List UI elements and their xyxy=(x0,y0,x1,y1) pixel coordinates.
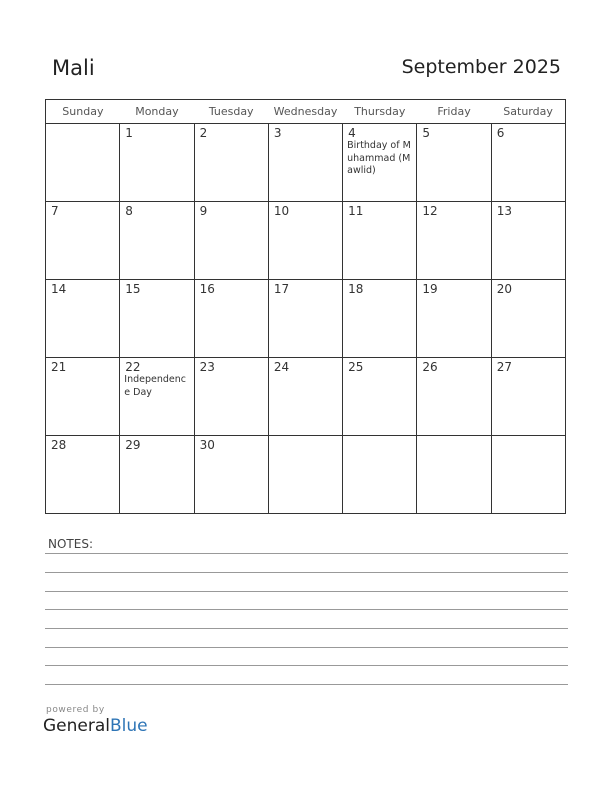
week-row xyxy=(46,280,566,358)
brand-blue: Blue xyxy=(110,716,148,736)
weekday-header: Friday xyxy=(417,100,491,124)
day-cell xyxy=(268,358,342,436)
day-number: 30 xyxy=(199,438,215,452)
holiday-label: Birthday of Muhammad (Mawlid) xyxy=(347,140,411,176)
day-number: 8 xyxy=(125,204,133,218)
generalblue-logo xyxy=(43,716,148,736)
day-cell xyxy=(120,124,194,202)
day-cell xyxy=(194,202,268,280)
day-number: 25 xyxy=(348,360,364,374)
day-cell xyxy=(194,280,268,358)
day-number: 1 xyxy=(125,126,133,140)
day-number: 23 xyxy=(199,360,215,374)
day-number: 12 xyxy=(422,204,438,218)
day-number: 14 xyxy=(51,282,67,296)
calendar-grid xyxy=(45,99,566,514)
notes-line xyxy=(45,628,568,629)
day-number: 4 xyxy=(348,126,356,140)
day-number: 24 xyxy=(273,360,290,374)
calendar-month-title: September 2025 xyxy=(401,56,561,78)
day-cell xyxy=(417,202,491,280)
week-row xyxy=(46,202,566,280)
day-cell xyxy=(343,280,417,358)
day-cell xyxy=(491,280,565,358)
day-cell xyxy=(268,436,342,514)
day-cell xyxy=(343,358,417,436)
day-cell xyxy=(268,202,342,280)
day-cell xyxy=(491,436,565,514)
day-number: 13 xyxy=(496,204,512,218)
day-cell xyxy=(120,358,194,436)
day-cell xyxy=(46,358,120,436)
notes-line xyxy=(45,572,568,573)
day-cell xyxy=(343,124,417,202)
week-row xyxy=(46,358,566,436)
day-cell xyxy=(46,280,120,358)
weekday-header: Saturday xyxy=(491,100,565,124)
day-number: 16 xyxy=(199,282,215,296)
day-cell xyxy=(120,280,194,358)
day-cell xyxy=(268,124,342,202)
day-number: 2 xyxy=(199,126,208,140)
notes-line xyxy=(45,647,568,648)
day-number: 10 xyxy=(273,204,290,218)
day-cell xyxy=(417,436,491,514)
day-cell xyxy=(491,358,565,436)
day-number: 20 xyxy=(496,282,512,296)
day-cell xyxy=(46,202,120,280)
day-cell xyxy=(417,358,491,436)
day-number: 28 xyxy=(51,438,67,452)
week-row xyxy=(46,436,566,514)
day-cell xyxy=(491,124,565,202)
weekday-header: Thursday xyxy=(343,100,417,124)
notes-line xyxy=(45,553,568,554)
day-cell xyxy=(46,436,120,514)
notes-line xyxy=(45,591,568,592)
weekday-header: Monday xyxy=(120,100,194,124)
day-cell xyxy=(343,436,417,514)
notes-label: NOTES: xyxy=(48,537,93,551)
day-number: 19 xyxy=(422,282,438,296)
day-cell xyxy=(194,436,268,514)
day-cell xyxy=(268,280,342,358)
day-cell xyxy=(46,124,120,202)
day-cell xyxy=(194,358,268,436)
day-number: 6 xyxy=(496,126,505,140)
day-number: 26 xyxy=(422,360,438,374)
weekday-header: Wednesday xyxy=(268,100,342,124)
week-row xyxy=(46,124,566,202)
day-cell xyxy=(120,436,194,514)
day-number: 22 xyxy=(125,360,141,374)
day-number: 11 xyxy=(348,204,364,218)
day-number: 7 xyxy=(51,204,59,218)
calendar-country-title: Mali xyxy=(52,56,95,80)
day-cell xyxy=(417,124,491,202)
weekday-header-row xyxy=(46,100,566,124)
weekday-header: Sunday xyxy=(46,100,120,124)
day-number: 21 xyxy=(51,360,67,374)
day-number: 5 xyxy=(422,126,431,140)
powered-by-text: powered by xyxy=(46,705,105,715)
day-number: 18 xyxy=(348,282,364,296)
day-number: 27 xyxy=(496,360,512,374)
notes-line xyxy=(45,665,568,666)
brand-general: General xyxy=(43,716,110,736)
day-number: 15 xyxy=(125,282,141,296)
day-cell xyxy=(120,202,194,280)
day-number: 29 xyxy=(125,438,141,452)
weekday-header: Tuesday xyxy=(194,100,268,124)
day-cell xyxy=(194,124,268,202)
day-cell xyxy=(343,202,417,280)
notes-line xyxy=(45,609,568,610)
day-cell xyxy=(491,202,565,280)
day-number: 17 xyxy=(273,282,290,296)
notes-line xyxy=(45,684,568,685)
day-number: 3 xyxy=(273,126,282,140)
day-cell xyxy=(417,280,491,358)
day-number: 9 xyxy=(199,204,208,218)
holiday-label: Independence Day xyxy=(124,374,186,398)
